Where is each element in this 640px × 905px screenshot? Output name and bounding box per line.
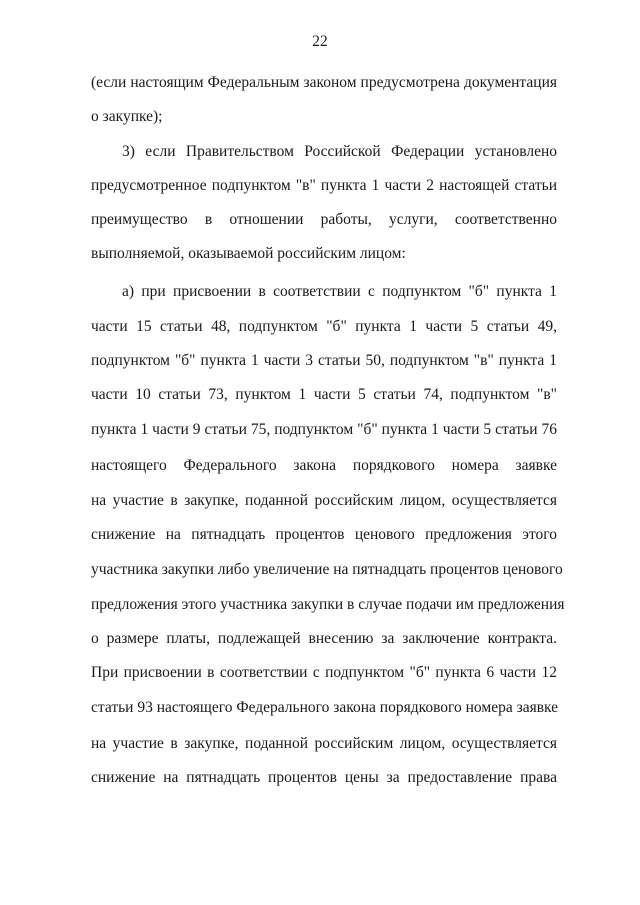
paragraph-start-line: а) при присвоении в соответствии с подпунктом "б" пункта 1 (122, 283, 557, 300)
text-line: на участие в закупке, поданной российским лицом, осуществляется (91, 735, 557, 752)
text-line: статьи 93 настоящего Федерального закона порядкового номера заявке (91, 699, 559, 716)
text-line: пункта 1 части 9 статьи 75, подпунктом "б" пункта 1 части 5 статьи 76 (91, 421, 557, 438)
text-line: предусмотренное подпунктом "в" пункта 1 части 2 настоящей статьи (91, 177, 557, 194)
text-line: предложения этого участника закупки в случае подачи им предложения (91, 596, 565, 613)
text-line: При присвоении в соответствии с подпунктом "б" пункта 6 части 12 (91, 664, 557, 681)
text-line: участника закупки либо увеличение на пятнадцать процентов ценового (91, 561, 563, 578)
text-line: (если настоящим Федеральным законом предусмотрена документация (91, 74, 557, 91)
text-line: о закупке); (91, 108, 163, 125)
text-line: на участие в закупке, поданной российским лицом, осуществляется (91, 492, 557, 509)
text-line: снижение на пятнадцать процентов ценового предложения этого (91, 526, 557, 543)
text-line: подпунктом "б" пункта 1 части 3 статьи 50, подпунктом "в" пункта 1 (91, 352, 557, 369)
page-number: 22 (312, 33, 328, 50)
text-line: снижение на пятнадцать процентов цены за предоставление права (91, 769, 557, 786)
text-line: преимущество в отношении работы, услуги, соответственно (91, 211, 557, 228)
text-line: части 10 статьи 73, пунктом 1 части 5 статьи 74, подпунктом "в" (91, 386, 557, 403)
paragraph-start-line: 3) если Правительством Российской Федерации установлено (122, 143, 557, 160)
text-line: настоящего Федерального закона порядкового номера заявке (91, 457, 557, 474)
text-line: части 15 статьи 48, подпунктом "б" пункта 1 части 5 статьи 49, (91, 318, 557, 335)
text-line: выполняемой, оказываемой российским лицом: (91, 245, 406, 262)
text-line: о размере платы, подлежащей внесению за заключение контракта. (91, 630, 557, 647)
